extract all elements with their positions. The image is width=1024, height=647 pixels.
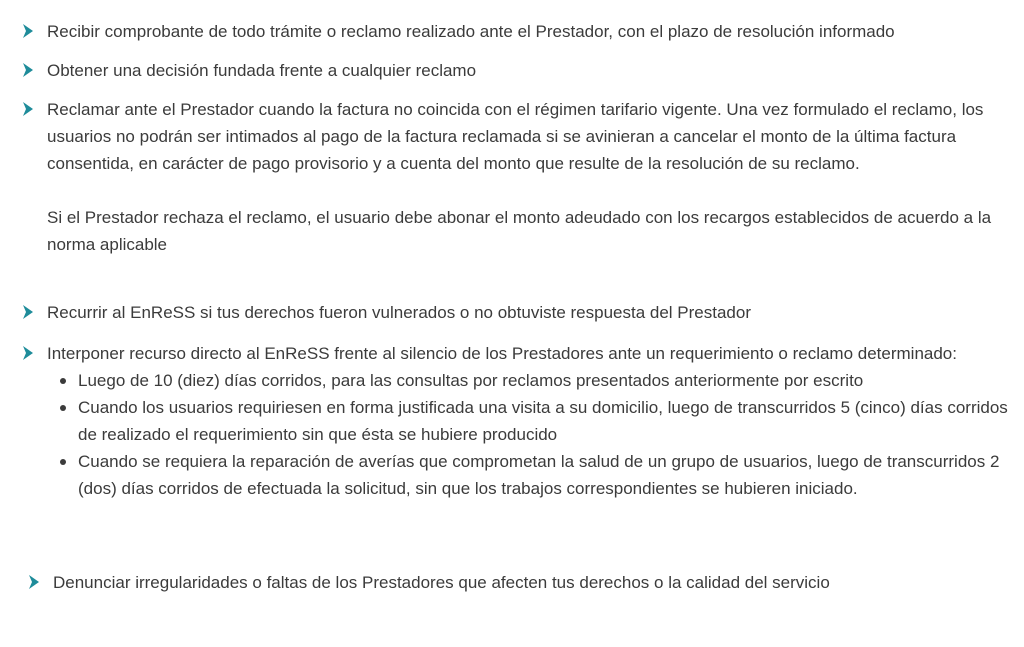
sub-list-item: Cuando los usuarios requiriesen en forma justificada una visita a su domicilio, luego de transcurridos 5 (cinco) días corridos de realizado el requerimiento sin que ésta se hubiere producido (47, 394, 1012, 448)
list-item-text: Denunciar irregularidades o faltas de los Prestadores que afecten tus derechos o la calidad del servicio (53, 573, 830, 592)
list-item-text: Reclamar ante el Prestador cuando la factura no coincida con el régimen tarifario vigente. Una vez formulado el reclamo, los usuarios no podrán ser intimados al pago de la factura reclamada si se avinieran a cancelar el monto de la última factura consentida, en carácter de pago provisorio y a cuenta del monto que resulte de la resolución de su reclamo. (47, 100, 984, 173)
sub-list-item: Cuando se requiera la reparación de averías que comprometan la salud de un grupo de usuarios, luego de transcurridos 2 (dos) días corridos de efectuada la solicitud, sin que los trabajos correspondientes se hubieren iniciado. (47, 448, 1012, 502)
chevron-right-icon (28, 574, 40, 590)
list-item-note: Si el Prestador rechaza el reclamo, el usuario debe abonar el monto adeudado con los recargos establecidos de acuerdo a la norma aplicable (47, 208, 992, 254)
chevron-right-icon (22, 23, 34, 39)
chevron-right-icon (22, 345, 34, 361)
list-item (22, 340, 1012, 502)
list-item (22, 299, 1012, 326)
list-item (28, 569, 1018, 596)
list-item (22, 57, 1012, 84)
list-item-text: Interponer recurso directo al EnReSS frente al silencio de los Prestadores ante un requerimiento o reclamo determinado: (47, 344, 957, 363)
sub-list (47, 367, 1012, 502)
sub-list-item: Luego de 10 (diez) días corridos, para las consultas por reclamos presentados anteriormente por escrito (47, 367, 1012, 394)
list-item-text: Recurrir al EnReSS si tus derechos fueron vulnerados o no obtuviste respuesta del Prestador (47, 303, 751, 322)
chevron-right-icon (22, 304, 34, 320)
list-item-text: Recibir comprobante de todo trámite o reclamo realizado ante el Prestador, con el plazo de resolución informado (47, 22, 895, 41)
chevron-right-icon (22, 101, 34, 117)
chevron-right-icon (22, 62, 34, 78)
list-item (22, 18, 1012, 45)
list-item (22, 96, 1012, 258)
list-item-text: Obtener una decisión fundada frente a cualquier reclamo (47, 61, 477, 80)
